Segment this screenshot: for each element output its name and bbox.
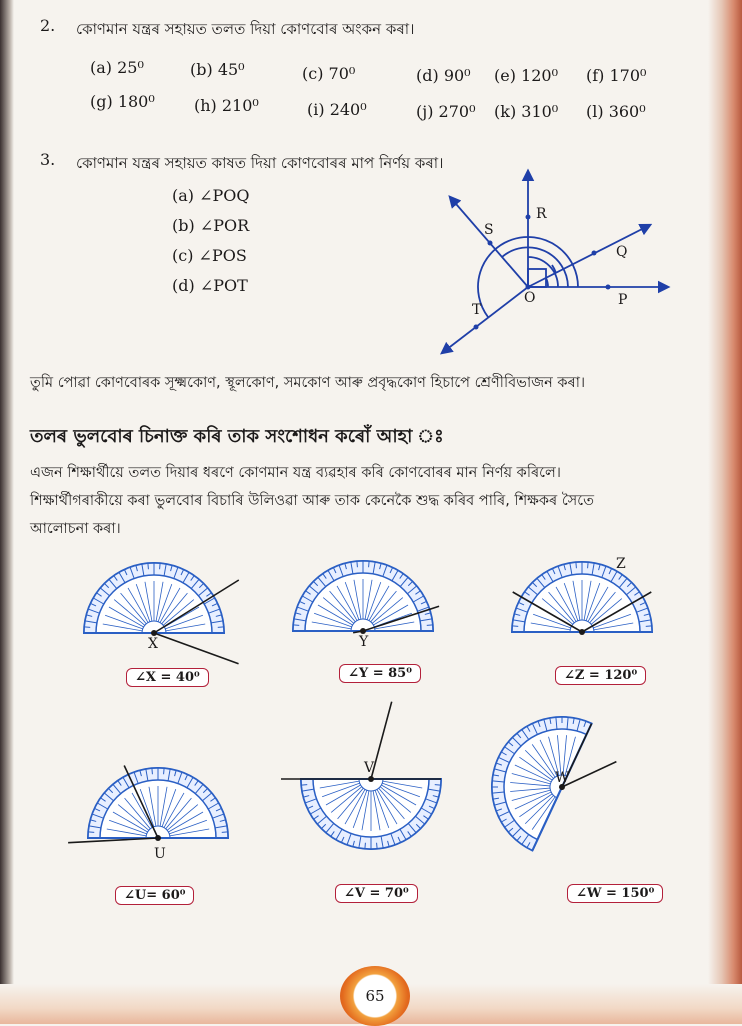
paragraph-line: এজন শিক্ষাৰ্থীয়ে তলত দিয়াৰ ধৰণে কোণমান যন্ত্ৰ ব্যৱহাৰ কৰি কোণবোৰৰ মান নিৰ্ণয় কৰিলে। <box>30 465 561 481</box>
label-o: O <box>524 290 536 306</box>
page-number-badge <box>340 966 410 1026</box>
q3-text: কোণমান যন্ত্ৰৰ সহায়ত কাষত দিয়া কোণবোৰৰ মাপ নিৰ্ণয় কৰা। <box>76 154 444 172</box>
page-number: 65 <box>365 987 385 1005</box>
paragraph-line: আলোচনা কৰা। <box>30 521 121 537</box>
label-q: Q <box>616 244 628 260</box>
protractor-w <box>469 694 627 867</box>
angle-value-badge: ∠W = 150⁰ <box>567 884 663 903</box>
q2-option: (c) 70⁰ <box>302 64 356 83</box>
angle-value-badge: ∠Z = 120⁰ <box>555 666 646 685</box>
q2-option: (g) 180⁰ <box>90 92 155 111</box>
q2-option: (b) 45⁰ <box>190 60 245 79</box>
label-s: S <box>484 222 494 238</box>
q2-number: 2. <box>40 16 56 35</box>
q2-option: (d) 90⁰ <box>416 66 471 85</box>
label-r: R <box>536 206 547 222</box>
protractor-point-label: U <box>154 846 166 862</box>
section-heading: তলৰ ভুলবোৰ চিনাক্ত কৰি তাক সংশোধন কৰোঁ আহা ঃ <box>30 426 444 447</box>
label-p: P <box>618 292 628 308</box>
protractor-x <box>84 563 239 664</box>
protractor-point-label: V <box>364 760 375 776</box>
angle-value-badge: ∠Y = 85⁰ <box>339 664 421 683</box>
protractor-v <box>281 702 441 849</box>
q2-option: (f) 170⁰ <box>586 66 647 85</box>
q2-option: (k) 310⁰ <box>494 102 559 121</box>
angle-value-badge: ∠V = 70⁰ <box>335 884 418 903</box>
q2-option: (a) 25⁰ <box>90 58 144 77</box>
q2-text: কোণমান যন্ত্ৰৰ সহায়ত তলত দিয়া কোণবোৰ অংকন কৰা। <box>76 20 415 38</box>
q2-option: (h) 210⁰ <box>194 96 259 115</box>
q3-option: (a) ∠POQ <box>172 186 250 205</box>
protractor-z <box>512 562 652 635</box>
q3-option: (d) ∠POT <box>172 276 248 295</box>
q3-number: 3. <box>40 150 56 169</box>
q3-option: (c) ∠POS <box>172 246 247 265</box>
protractor-point-label: Z <box>616 556 626 572</box>
q2-option: (j) 270⁰ <box>416 102 476 121</box>
angle-value-badge: ∠U= 60⁰ <box>115 886 194 905</box>
classify-instruction: তুমি পোৱা কোণবোৰক সূক্ষ্মকোণ, স্থূলকোণ, সমকোণ আৰু প্ৰবৃদ্ধকোণ হিচাপে শ্ৰেণীবিভাজন কৰা। <box>30 375 586 391</box>
q2-option: (l) 360⁰ <box>586 102 646 121</box>
paragraph-line: শিক্ষাৰ্থীগৰাকীয়ে কৰা ভুলবোৰ বিচাৰি উলিওৱা আৰু তাক কেনেকৈ শুদ্ধ কৰিব পাৰি, শিক্ষকৰ সৈতে <box>30 493 594 509</box>
protractor-u <box>68 765 228 842</box>
label-t: T <box>472 302 482 318</box>
angle-value-badge: ∠X = 40⁰ <box>126 668 209 687</box>
protractor-point-label: Y <box>359 634 369 650</box>
protractor-y <box>293 561 439 634</box>
q2-option: (i) 240⁰ <box>307 100 367 119</box>
q3-option: (b) ∠POR <box>172 216 250 235</box>
q2-option: (e) 120⁰ <box>494 66 558 85</box>
protractor-point-label: W <box>555 770 570 786</box>
protractor-point-label: X <box>148 636 158 652</box>
